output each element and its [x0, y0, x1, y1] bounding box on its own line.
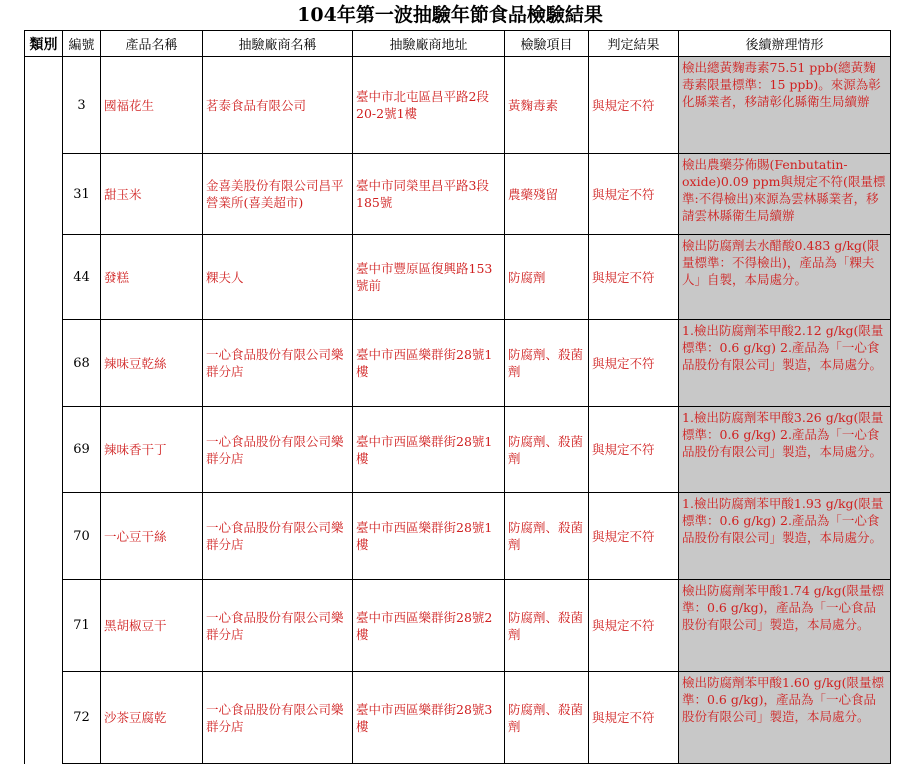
table-row [25, 493, 891, 580]
row-vendor: 一心食品股份有限公司樂群分店 [203, 672, 353, 764]
row-result: 與規定不符 [589, 320, 679, 407]
row-result: 與規定不符 [589, 407, 679, 493]
row-vendor: 一心食品股份有限公司樂群分店 [203, 407, 353, 493]
header-vendor: 抽驗廠商名稱 [203, 31, 353, 57]
row-vendor: 一心食品股份有限公司樂群分店 [203, 580, 353, 672]
row-product: 黑胡椒豆干 [101, 580, 203, 672]
row-followup: 檢出防腐劑苯甲酸1.60 g/kg(限量標準：0.6 g/kg)，產品為「一心食品股份有限公司」製造，本局處分。 [679, 672, 891, 764]
row-id: 71 [63, 580, 101, 672]
row-product: 發糕 [101, 235, 203, 320]
row-followup: 1.檢出防腐劑苯甲酸1.93 g/kg(限量標準：0.6 g/kg) 2.產品為「一心食品股份有限公司」製造，本局處分。 [679, 493, 891, 580]
row-id: 69 [63, 407, 101, 493]
table-row [25, 672, 891, 764]
row-vendor: 金喜美股份有限公司昌平營業所(喜美超市) [203, 154, 353, 235]
row-item: 防腐劑、殺菌劑 [505, 407, 589, 493]
row-product: 一心豆干絲 [101, 493, 203, 580]
category-cell [25, 57, 63, 764]
header-category: 類別 [25, 31, 63, 57]
row-result: 與規定不符 [589, 154, 679, 235]
row-item: 黃麴毒素 [505, 57, 589, 154]
row-item: 農藥殘留 [505, 154, 589, 235]
row-address: 臺中市北屯區昌平路2段20-2號1樓 [353, 57, 505, 154]
row-item: 防腐劑、殺菌劑 [505, 672, 589, 764]
row-product: 甜玉米 [101, 154, 203, 235]
table-row [25, 580, 891, 672]
row-item: 防腐劑、殺菌劑 [505, 320, 589, 407]
table-row [25, 57, 891, 154]
row-followup: 檢出防腐劑苯甲酸1.74 g/kg(限量標準：0.6 g/kg)，產品為「一心食品股份有限公司」製造，本局處分。 [679, 580, 891, 672]
row-address: 臺中市西區樂群街28號3樓 [353, 672, 505, 764]
header-product: 產品名稱 [101, 31, 203, 57]
table-row [25, 407, 891, 493]
header-id: 編號 [63, 31, 101, 57]
row-item: 防腐劑、殺菌劑 [505, 493, 589, 580]
row-address: 臺中市西區樂群街28號1樓 [353, 320, 505, 407]
header-result: 判定結果 [589, 31, 679, 57]
header-address: 抽驗廠商地址 [353, 31, 505, 57]
row-id: 70 [63, 493, 101, 580]
header-followup: 後續辦理情形 [679, 31, 891, 57]
page-title: 104年第一波抽驗年節食品檢驗結果 [297, 4, 603, 26]
row-result: 與規定不符 [589, 580, 679, 672]
table-row [25, 154, 891, 235]
row-followup: 檢出防腐劑去水醋酸0.483 g/kg(限量標準：不得檢出)，產品為「粿夫人」自製，本局處分。 [679, 235, 891, 320]
row-product: 辣味香干丁 [101, 407, 203, 493]
row-id: 31 [63, 154, 101, 235]
row-vendor: 一心食品股份有限公司樂群分店 [203, 320, 353, 407]
row-item: 防腐劑、殺菌劑 [505, 580, 589, 672]
row-address: 臺中市西區樂群街28號2樓 [353, 580, 505, 672]
row-id: 3 [63, 57, 101, 154]
table-row [25, 320, 891, 407]
row-followup: 檢出農藥芬佈賜(Fenbutatin-oxide)0.09 ppm與規定不符(限量標準:不得檢出)來源為雲林縣業者，移請雲林縣衛生局續辦 [679, 154, 891, 235]
row-result: 與規定不符 [589, 672, 679, 764]
row-id: 44 [63, 235, 101, 320]
row-followup: 1.檢出防腐劑苯甲酸2.12 g/kg(限量標準：0.6 g/kg) 2.產品為「一心食品股份有限公司」製造，本局處分。 [679, 320, 891, 407]
row-product: 辣味豆乾絲 [101, 320, 203, 407]
header-item: 檢驗項目 [505, 31, 589, 57]
row-address: 臺中市同榮里昌平路3段185號 [353, 154, 505, 235]
row-item: 防腐劑 [505, 235, 589, 320]
row-product: 沙茶豆腐乾 [101, 672, 203, 764]
row-address: 臺中市豐原區復興路153號前 [353, 235, 505, 320]
row-id: 72 [63, 672, 101, 764]
row-id: 68 [63, 320, 101, 407]
row-vendor: 一心食品股份有限公司樂群分店 [203, 493, 353, 580]
row-result: 與規定不符 [589, 235, 679, 320]
row-address: 臺中市西區樂群街28號1樓 [353, 407, 505, 493]
table-row [25, 235, 891, 320]
inspection-results-table [24, 30, 891, 764]
row-vendor: 茗泰食品有限公司 [203, 57, 353, 154]
header-row [25, 31, 891, 57]
row-vendor: 粿夫人 [203, 235, 353, 320]
row-followup: 1.檢出防腐劑苯甲酸3.26 g/kg(限量標準：0.6 g/kg) 2.產品為「一心食品股份有限公司」製造，本局處分。 [679, 407, 891, 493]
row-result: 與規定不符 [589, 57, 679, 154]
row-result: 與規定不符 [589, 493, 679, 580]
row-followup: 檢出總黃麴毒素75.51 ppb(總黃麴毒素限量標準：15 ppb)。來源為彰化縣業者，移請彰化縣衛生局續辦 [679, 57, 891, 154]
row-address: 臺中市西區樂群街28號1樓 [353, 493, 505, 580]
row-product: 國福花生 [101, 57, 203, 154]
